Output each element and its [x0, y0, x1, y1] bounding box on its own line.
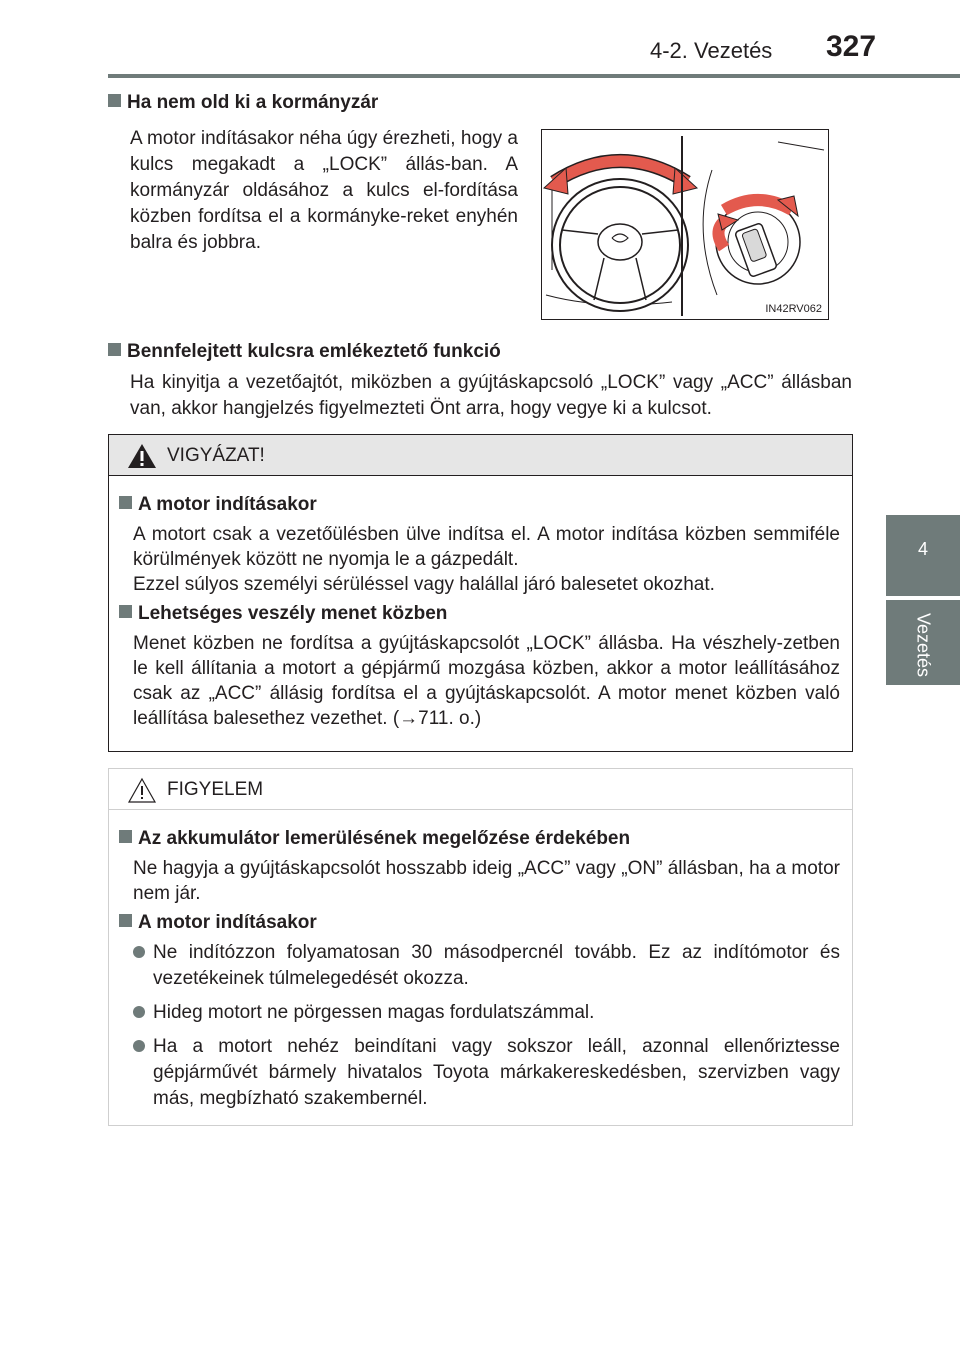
chapter-label-tab — [886, 600, 960, 685]
notice-bullet-1: Ne indítózzon folyamatosan 30 másodpercnél tovább. Ez az indítómotor és vezetékeinek túlmelegedését okozza. — [133, 940, 840, 992]
section2-heading: Bennfelejtett kulcsra emlékeztető funkció — [108, 341, 501, 363]
page-number: 327 — [826, 30, 877, 63]
notice-item2-heading: A motor indításakor — [119, 912, 317, 934]
circle-bullet-icon — [133, 1040, 145, 1052]
warning-header — [109, 435, 852, 476]
square-bullet-icon — [108, 343, 121, 356]
warning-item1-text: A motort csak a vezetőülésben ülve indítsa el. A motor indítása közben semmiféle körülmények között ne nyomja le a gázpedált. Ezzel súlyos személyi sérüléssel vagy halállal járó balesetet okozhat. — [133, 524, 840, 595]
chapter-tab — [886, 515, 960, 596]
warning-triangle-icon — [127, 443, 157, 469]
warning-item1-heading: A motor indításakor — [119, 494, 317, 516]
square-bullet-icon — [119, 830, 132, 843]
notice-box — [108, 768, 853, 1126]
figure-code: IN42RV062 — [765, 303, 822, 315]
circle-bullet-icon — [133, 1006, 145, 1018]
warning-box — [108, 434, 853, 752]
section1-heading: Ha nem old ki a kormányzár — [108, 92, 378, 114]
section2-text: Ha kinyitja a vezetőajtót, miközben a gyújtáskapcsoló „LOCK” vagy „ACC” állásban van, akkor hangjelzés figyelmezteti Önt arra, hogy vegye ki a kulcsot. — [130, 372, 852, 419]
warning-title: VIGYÁZAT! — [167, 445, 265, 466]
square-bullet-icon — [119, 605, 132, 618]
circle-bullet-icon — [133, 946, 145, 958]
notice-title: FIGYELEM — [167, 779, 264, 800]
chapter-label: Vezetés — [913, 612, 934, 678]
warning-item2-heading: Lehetséges veszély menet közben — [119, 603, 447, 625]
section1-text: A motor indításakor néha úgy érezheti, hogy a kulcs megakadt a „LOCK” állás-ban. A kormányzár oldásához a kulcs el-fordítása közben fordítsa el a kormányke-reket enyhén balra és jobbra. — [130, 128, 518, 253]
chapter-number: 4 — [917, 539, 928, 559]
square-bullet-icon — [119, 914, 132, 927]
notice-header — [109, 769, 852, 810]
square-bullet-icon — [108, 94, 121, 107]
header-rule — [108, 74, 960, 78]
section-title: 4-2. Vezetés — [650, 38, 773, 63]
square-bullet-icon — [119, 496, 132, 509]
notice-bullet-2: Hideg motort ne pörgessen magas fordulatszámmal. — [133, 1000, 840, 1026]
caution-triangle-icon — [127, 777, 157, 803]
steering-ignition-figure — [541, 129, 829, 320]
steering-wheel-illustration — [542, 130, 828, 319]
notice-bullet-3: Ha a motort nehéz beindítani vagy sokszor leáll, azonnal ellenőriztesse gépjárművét bármely hivatalos Toyota márkakereskedésben, szervizben vagy más, megbízható szakembernél. — [133, 1034, 840, 1112]
notice-item1-heading: Az akkumulátor lemerülésének megelőzése érdekében — [119, 828, 630, 850]
warning-item2-text: Menet közben ne fordítsa a gyújtáskapcsolót „LOCK” állásba. Ha vészhely-zetben le kell állítania a motort a gépjármű mozgása közben, akkor a motor leállításához csak az „ACC” állásig fordítsa el a gyújtáskapcsolót. A motor menet közben való leállítása balesethez vezethet. (→711. o.) — [133, 633, 840, 729]
notice-item1-text: Ne hagyja a gyújtáskapcsolót hosszabb ideig „ACC” vagy „ON” állásban, ha a motor nem jár. — [133, 858, 840, 904]
